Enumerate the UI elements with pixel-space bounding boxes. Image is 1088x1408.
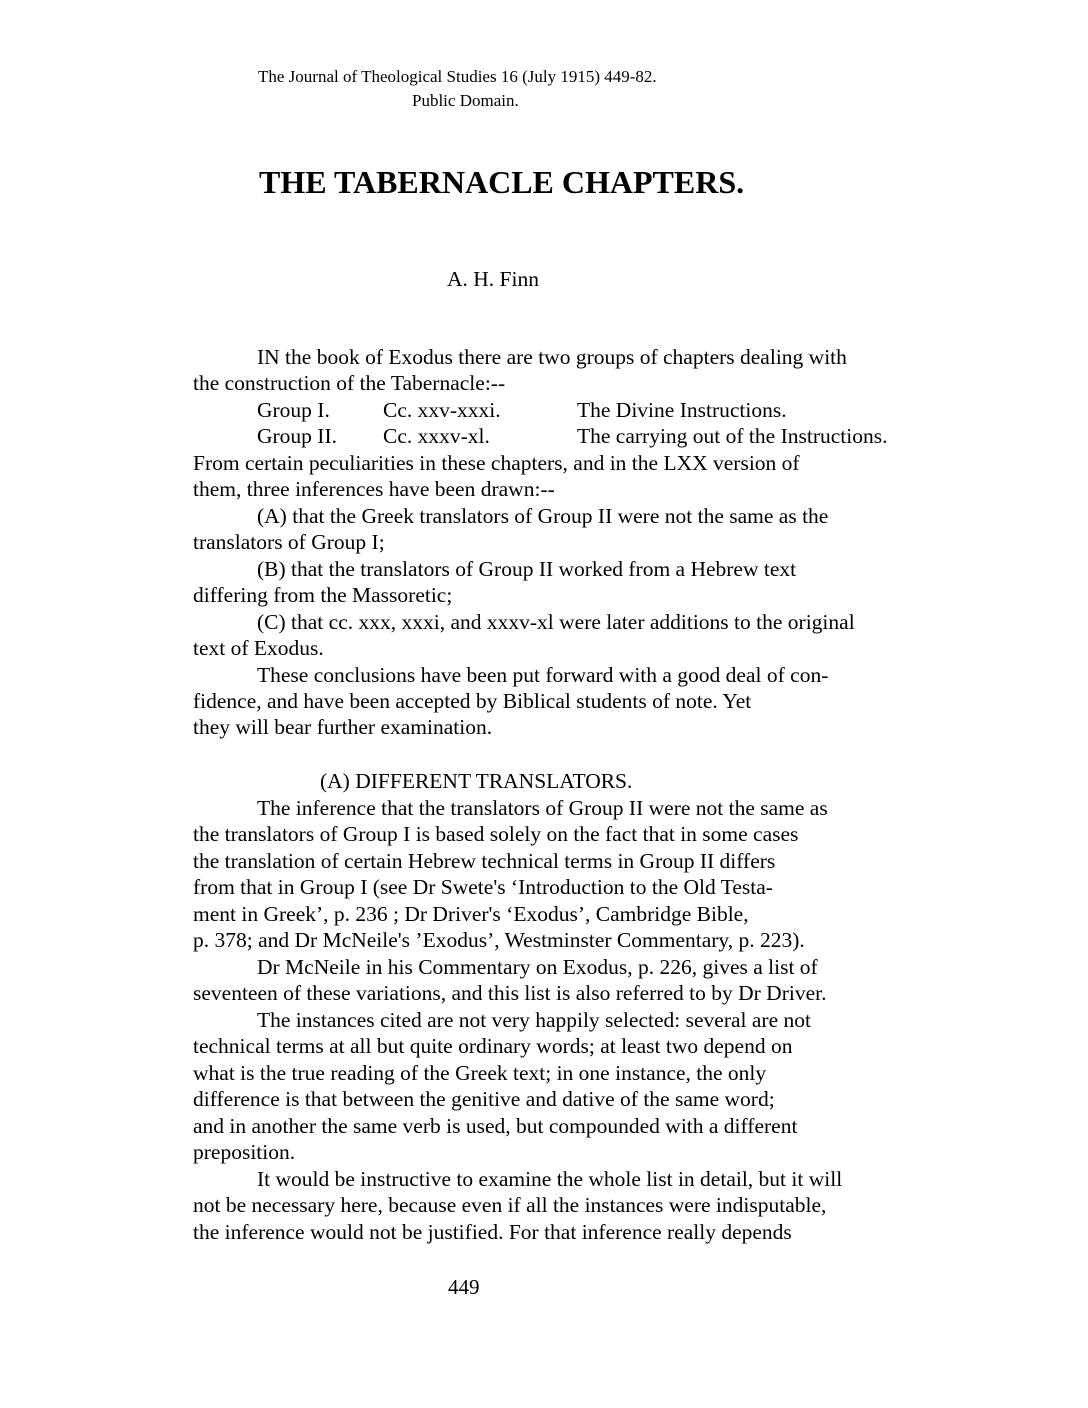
body-line: and in another the same verb is used, but compounded with a different	[193, 1114, 798, 1138]
body-line: From certain peculiarities in these chapters, and in the LXX version of	[193, 451, 800, 475]
inference-a: (A) that the Greek translators of Group II were not the same as the	[257, 504, 829, 528]
body-line: they will bear further examination.	[193, 715, 493, 739]
group-description: The carrying out of the Instructions.	[577, 424, 888, 448]
body-line: seventeen of these variations, and this list is also referred to by Dr Driver.	[193, 981, 827, 1005]
section-heading: (A) DIFFERENT TRANSLATORS.	[320, 769, 633, 793]
body-line: The instances cited are not very happily selected: several are not	[257, 1008, 811, 1032]
group-chapters: Cc. xxv-xxxi.	[383, 398, 501, 422]
group-name: Group I.	[257, 398, 330, 422]
body-line: the translators of Group I is based solely on the fact that in some cases	[193, 822, 799, 846]
body-line: p. 378; and Dr McNeile's ’Exodus’, Westminster Commentary, p. 223).	[193, 928, 805, 952]
page-title: THE TABERNACLE CHAPTERS.	[259, 164, 745, 200]
group-chapters: Cc. xxxv-xl.	[383, 424, 490, 448]
body-line: preposition.	[193, 1140, 296, 1164]
author-name: A. H. Finn	[447, 267, 539, 291]
body-line: what is the true reading of the Greek text; in one instance, the only	[193, 1061, 767, 1085]
body-line: IN the book of Exodus there are two groups of chapters dealing with	[257, 345, 847, 369]
body-line: ment in Greek’, p. 236 ; Dr Driver's ‘Exodus’, Cambridge Bible,	[193, 902, 749, 926]
body-line: them, three inferences have been drawn:--	[193, 477, 555, 501]
inference-a: translators of Group I;	[193, 530, 385, 554]
inference-c: text of Exodus.	[193, 636, 324, 660]
body-line: from that in Group I (see Dr Swete's ‘Introduction to the Old Testa-	[193, 875, 773, 899]
body-line: The inference that the translators of Group II were not the same as	[257, 796, 828, 820]
body-line: difference is that between the genitive and dative of the same word;	[193, 1087, 775, 1111]
license-note: Public Domain.	[412, 91, 519, 110]
page-number: 449	[448, 1275, 480, 1299]
body-line: not be necessary here, because even if all the instances were indisputable,	[193, 1193, 827, 1217]
body-line: These conclusions have been put forward with a good deal of con-	[257, 663, 829, 687]
body-line: fidence, and have been accepted by Biblical students of note. Yet	[193, 689, 752, 713]
body-line: Dr McNeile in his Commentary on Exodus, p. 226, gives a list of	[257, 955, 818, 979]
body-line: the inference would not be justified. For that inference really depends	[193, 1220, 792, 1244]
inference-c: (C) that cc. xxx, xxxi, and xxxv-xl were later additions to the original	[257, 610, 855, 634]
body-line: technical terms at all but quite ordinary words; at least two depend on	[193, 1034, 793, 1058]
group-name: Group II.	[257, 424, 338, 448]
inference-b: (B) that the translators of Group II worked from a Hebrew text	[257, 557, 797, 581]
body-line: the construction of the Tabernacle:--	[193, 371, 506, 395]
body-line: the translation of certain Hebrew technical terms in Group II differs	[193, 849, 776, 873]
group-description: The Divine Instructions.	[577, 398, 787, 422]
inference-b: differing from the Massoretic;	[193, 583, 453, 607]
body-line: It would be instructive to examine the whole list in detail, but it will	[257, 1167, 843, 1191]
journal-citation: The Journal of Theological Studies 16 (July 1915) 449-82.	[258, 67, 657, 86]
